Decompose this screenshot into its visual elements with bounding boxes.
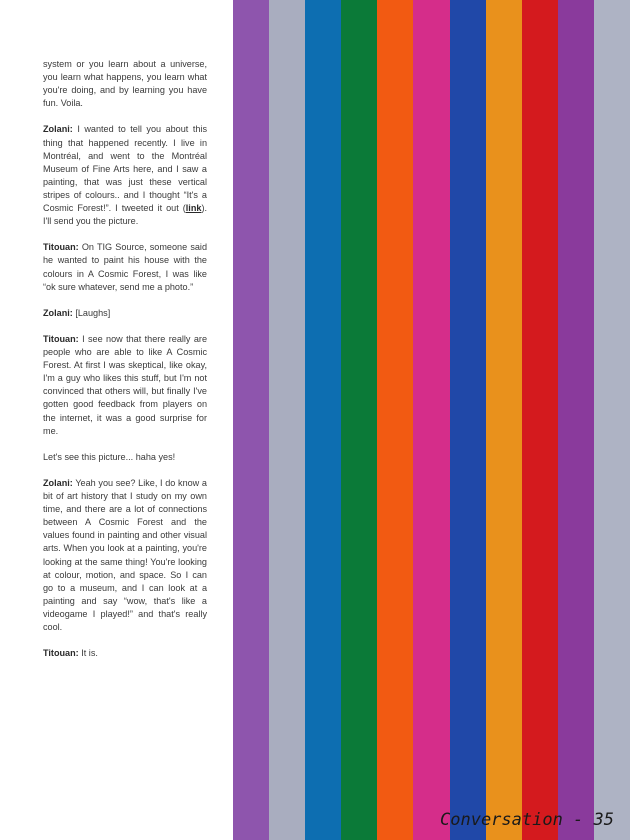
paragraph	[43, 451, 207, 464]
painting-stripe	[450, 0, 486, 840]
paragraph	[43, 333, 207, 438]
speaker-name: Zolani:	[43, 478, 73, 488]
paragraph-text: Let's see this picture... haha yes!	[43, 451, 176, 462]
article-text-column	[43, 58, 207, 673]
paragraph	[43, 307, 207, 320]
painting-stripe	[594, 0, 630, 840]
paragraph	[43, 58, 207, 110]
paragraph	[43, 477, 207, 634]
painting-stripe	[269, 0, 305, 840]
painting-stripe	[486, 0, 522, 840]
paragraph	[43, 647, 207, 660]
speaker-name: Zolani:	[43, 124, 73, 135]
painting-stripe	[413, 0, 449, 840]
paragraph	[43, 123, 207, 228]
painting-stripe	[522, 0, 558, 840]
paragraph-text: I see now that there really are people who are able to like A Cosmic Forest. At first I was skeptical, like okay, I'm a guy who likes this stuff, but I'm not convinced that others will, but finally I've gotten good feedback from players on the internet, it was a good surprise for me.	[43, 333, 207, 436]
painting-stripe	[233, 0, 269, 840]
paragraph-text: [Laughs]	[72, 307, 111, 318]
paragraph-text: On TIG Source, someone said he wanted to paint his house with the colours in A Cosmic Forest, I was like “ok sure whatever, send me a photo.”	[43, 242, 207, 292]
paragraph-text: It is.	[78, 648, 98, 659]
speaker-name: Titouan:	[43, 333, 79, 344]
speaker-name: Zolani:	[43, 307, 73, 318]
painting-stripe	[377, 0, 413, 840]
painting-stripe	[341, 0, 377, 840]
speaker-name: Titouan:	[43, 648, 79, 659]
paragraph-text: Yeah you see? Like, I do know a bit of art history that I study on my own time, and there are a lot of connections between A Cosmic Forest and the values found in painting and other visual arts. When you look at a painting, you're looking at the same thing! You're looking at colour, motion, and space. So I can go to a museum, and I can look at a painting and say “wow, that's like a videogame I played!” and that's really cool.	[43, 478, 207, 633]
stripe-painting-image	[233, 0, 630, 840]
paragraph-text: ). I'll send you the picture.	[43, 203, 207, 227]
painting-stripe	[305, 0, 341, 840]
tweet-link[interactable]: link	[185, 203, 202, 214]
page-footer: Conversation - 35	[440, 810, 614, 830]
paragraph-text: I wanted to tell you about this thing that happened recently. I live in Montréal, and went to the Montréal Museum of Fine Arts here, and I saw a painting, that was just these vertical stripes of colours.. and I thought “It's a Cosmic Forest!”. I tweeted it out (	[43, 124, 207, 214]
painting-stripe	[558, 0, 594, 840]
paragraph	[43, 241, 207, 293]
paragraph-text: system or you learn about a universe, you learn what happens, you learn what you're doing, and by learning you have fun. Voila.	[43, 59, 207, 109]
speaker-name: Titouan:	[43, 242, 79, 253]
